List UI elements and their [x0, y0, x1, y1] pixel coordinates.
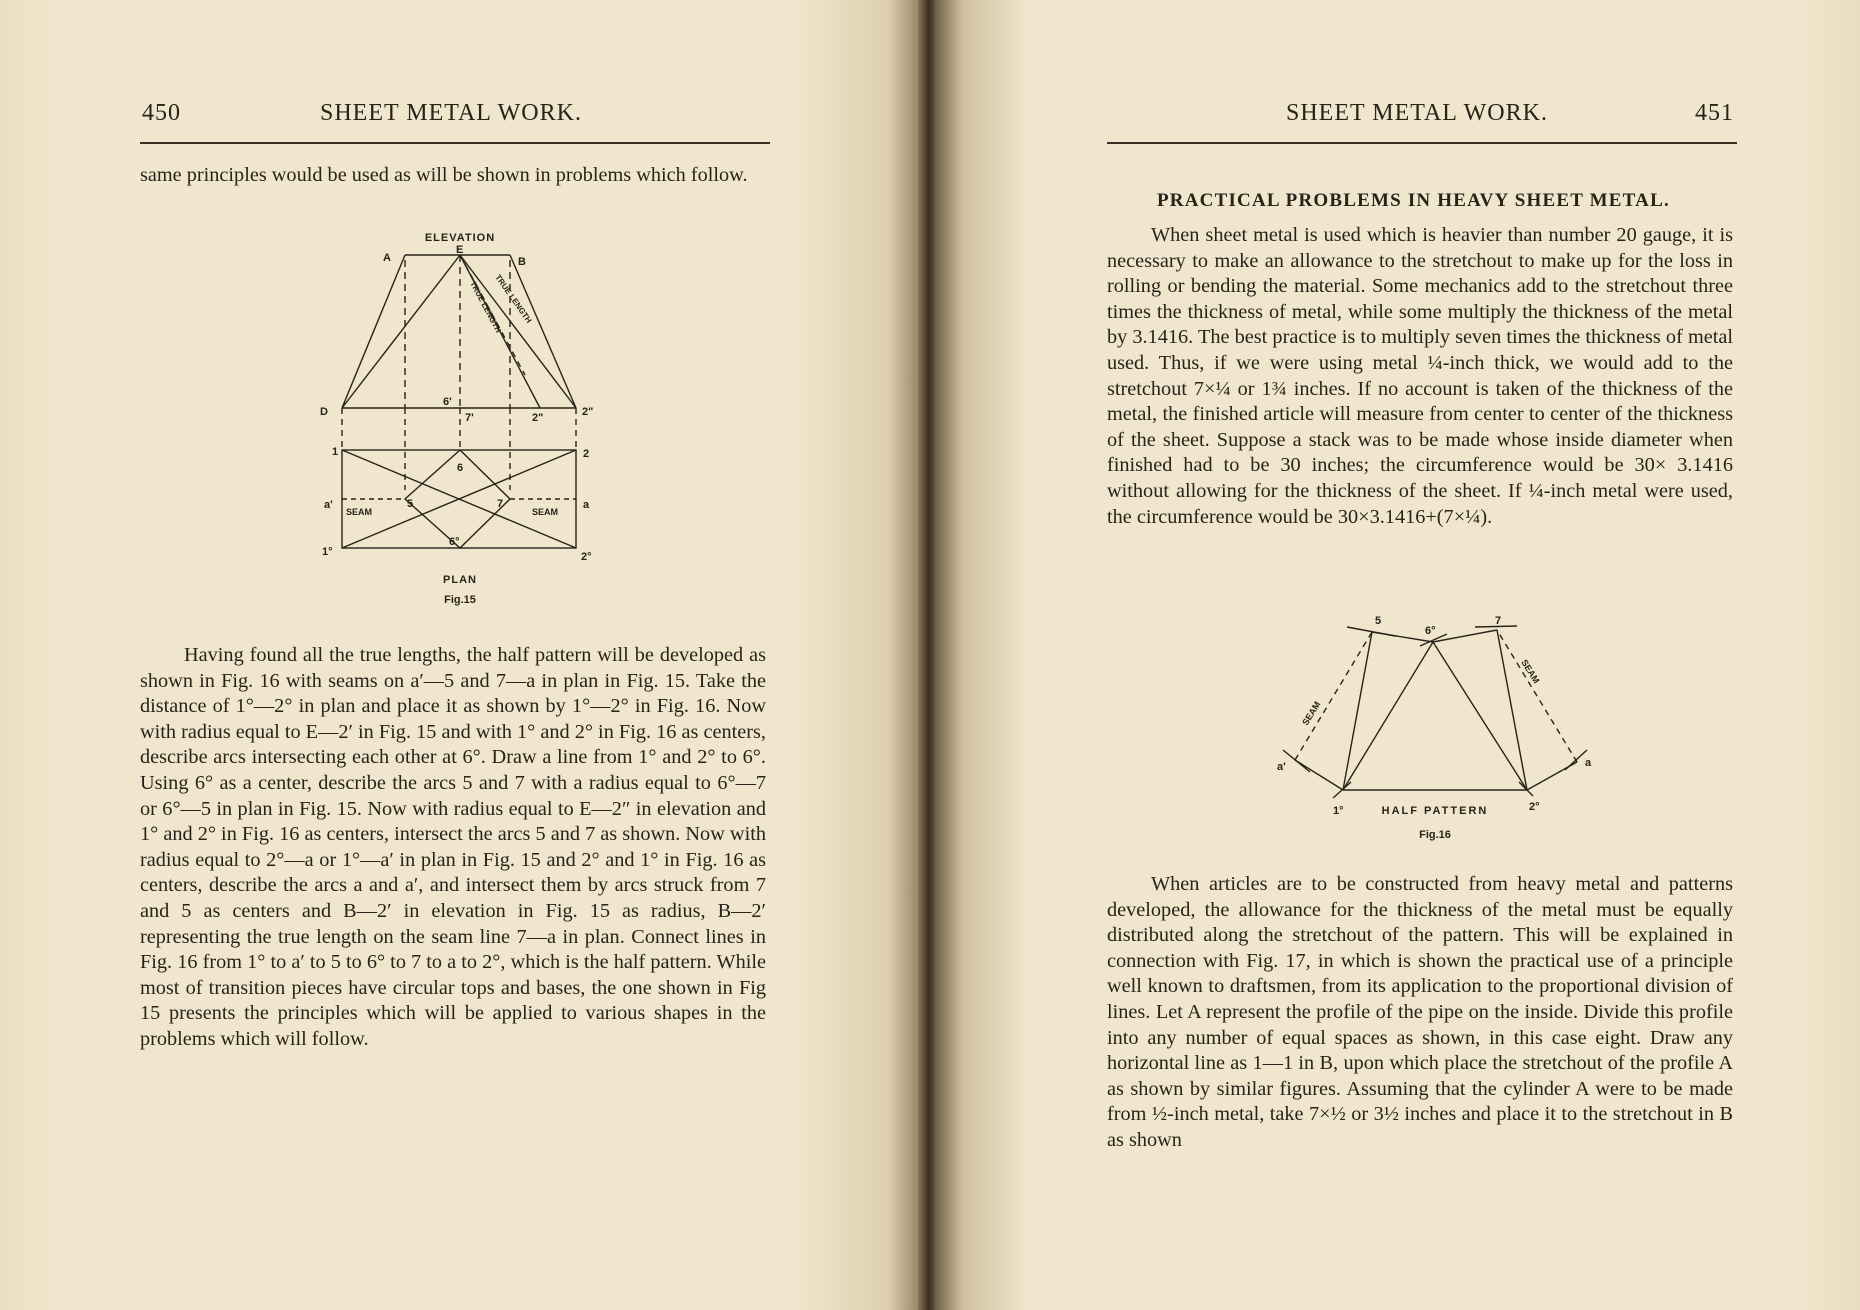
fig16-label-7: 7 [1495, 615, 1502, 627]
fig15-label-a-prime: a' [324, 499, 333, 511]
fig15-label-a: a [583, 499, 590, 511]
fig15-label-2dd: 2" [582, 406, 594, 418]
fig15-label-5: 5 [407, 498, 414, 510]
fig15-label-7prime: 7' [465, 412, 474, 424]
left-header-rule [140, 142, 770, 144]
left-body-text: Having found all the true lengths, the half pattern will be developed as shown in Fig. 16 with seams on a′—5 and 7—a in plan in Fig. 15. Take the distance of 1°—2° in plan and place it as shown by 1°—2° in Fig. 16. Now with radius equal to E—2′ in Fig. 15 and with 1° and 2° in Fig. 16 as centers, describe arcs intersecting each other at 6°. Draw a line from 1° and 2° to 6°. Using 6° as a center, describe the arcs 5 and 7 with a radius equal to 6°—7 or 6°—5 in plan in Fig. 15. Now with radius equal to E—2″ in elevation and 1° and 2° in Fig. 16 as centers, intersect the arcs 5 and 7 as shown. Now with radius equal to 2°—a or 1°—a′ in plan in Fig. 15 and 2° and 1° in Fig. 16 as centers, describe the arcs a and a′, and intersect them by arcs struck from 7 and 5 as centers and B—2′ in elevation in Fig. 15 as radius, B—2′ representing the true length on the seam line 7—a in plan. Connect lines in Fig. 16 from 1° to a′ to 5 to 6° to 7 to a to 2°, which is the half pattern. While most of transition pieces have circular tops and bases, the one shown in Fig 15 presents the principles which will be applied to various shapes in the problems which will follow. [140, 644, 766, 1050]
right-header-rule [1107, 142, 1737, 144]
fig15-true-length-1: TRUE LENGTH [468, 279, 503, 335]
fig16-label-1deg: 1° [1333, 805, 1344, 817]
fig16-label-2deg: 2° [1529, 801, 1540, 813]
section-heading: PRACTICAL PROBLEMS IN HEAVY SHEET METAL. [1157, 190, 1670, 211]
fig15-seam-right: SEAM [532, 507, 559, 517]
figure-16 [1235, 600, 1625, 850]
elevation-line-e-d [342, 255, 460, 408]
fig15-label-E: E [456, 244, 464, 256]
pattern-line-1-a-prime [1295, 760, 1343, 790]
elevation-right-side [510, 255, 576, 408]
arc-tick-a [1565, 750, 1587, 770]
fig15-label-2dd-inner: 2" [532, 412, 544, 424]
right-page [935, 0, 1860, 1310]
right-running-head: SHEET METAL WORK. [1286, 100, 1548, 126]
fig16-caption: Fig.16 [1419, 829, 1451, 841]
fig16-label-a-prime: a' [1277, 761, 1286, 773]
fig15-label-6: 6 [457, 462, 464, 474]
fig15-caption: Fig.15 [444, 594, 476, 606]
elevation-left-side [342, 255, 405, 408]
left-page [0, 0, 925, 1310]
fig15-label-7: 7 [497, 498, 504, 510]
fig16-seam-left: SEAM [1300, 699, 1323, 728]
fig15-label-6deg: 6° [449, 536, 460, 548]
figure-15 [310, 225, 610, 610]
fig16-label-5: 5 [1375, 615, 1382, 627]
fig16-label-a: a [1585, 757, 1592, 769]
left-running-head: SHEET METAL WORK. [320, 100, 582, 126]
fig15-label-6prime: 6' [443, 396, 452, 408]
fig15-label-elevation: ELEVATION [424, 232, 496, 244]
fig16-seam-right: SEAM [1519, 657, 1542, 686]
fig16-label-6deg: 6° [1425, 625, 1436, 637]
fig15-label-A: A [383, 252, 391, 264]
fig15-label-D: D [320, 406, 328, 418]
right-page-number: 451 [1695, 100, 1734, 126]
fig15-label-2deg: 2° [581, 551, 592, 563]
elevation-line-e-2 [460, 255, 576, 408]
fig15-true-length-2: TRUE LENGTH [493, 272, 534, 325]
fig15-label-1deg: 1° [322, 546, 333, 558]
fig15-seam-left: SEAM [346, 507, 373, 517]
left-opening-text: same principles would be used as will be shown in problems which follow. [140, 164, 748, 186]
right-paragraph-1: When sheet metal is used which is heavier than number 20 gauge, it is necessary to make an allowance to the stretchout to make up for the loss in rolling or bending the material. Some mechanics add to the stretchout three times the thickness of metal, while some multiply the thickness of the metal by 3.1416. The best practice is to multiply seven times the thickness of metal used. Thus, if we were using metal ¼-inch thick, we would add to the stretchout 7×¼ or 1¾ inches. If no account is taken of the thickness of the metal, the finished article will measure from center to center of the thickness of the sheet. Suppose a stack was to be made whose inside diameter when finished had to be 30 inches; the circumference would be 30× 3.1416 without allowing for the thickness of the sheet. If ¼-inch metal were used, the circumference would be 30×3.1416+(7×¼). [1107, 224, 1733, 528]
fig15-label-1: 1 [332, 446, 339, 458]
right-paragraph-2: When articles are to be constructed from heavy metal and patterns developed, the allowance for the thickness of the metal must be equally distributed along the stretchout of the pattern. This will be explained in connection with Fig. 17, in which is shown the practical use of a principle well known to draftsmen, from its application to the proportional division of lines. Let A represent the profile of the pipe on the inside. Divide this profile into any number of equal spaces as shown, in this case eight. Draw any horizontal line as 1—1 in B, upon which place the stretchout of the profile A as shown by similar figures. Assuming that the cylinder A were to be made from ½-inch metal, take 7×½ or 3½ inches and place it to the stretchout in B as shown [1107, 873, 1733, 1151]
arc-tick-a-prime [1283, 750, 1310, 772]
fig15-label-2: 2 [583, 448, 590, 460]
left-page-number: 450 [142, 100, 181, 126]
fig15-label-plan: PLAN [443, 574, 477, 586]
fig15-label-B: B [518, 256, 526, 268]
fig16-half-pattern: HALF PATTERN [1381, 805, 1489, 817]
